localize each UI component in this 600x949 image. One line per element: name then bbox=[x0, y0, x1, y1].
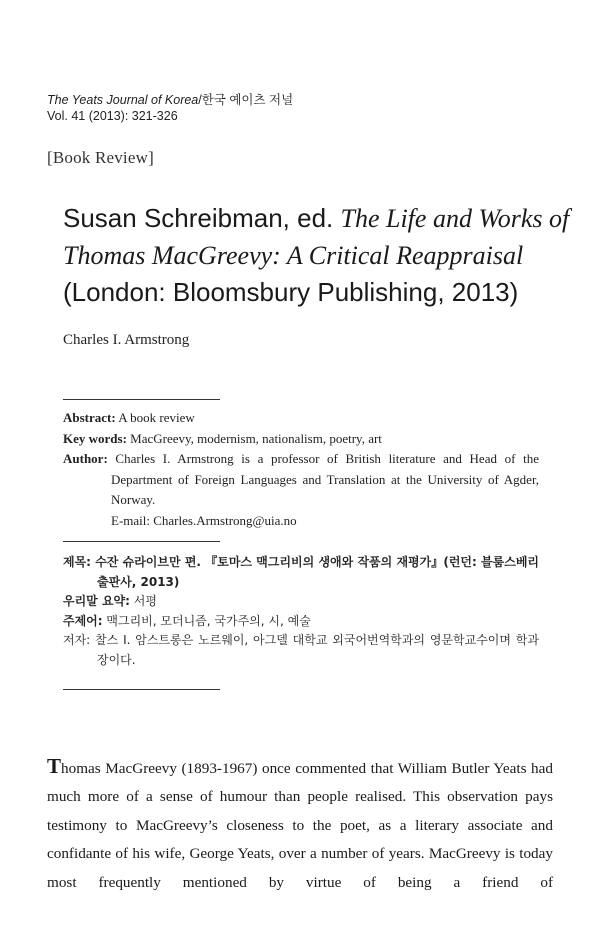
body-text: homas MacGreevy (1893-1967) once commented that William Butler Yeats had much more of a sense of humour than people realised. This observation pays testimony to MacGreevy’s closeness to the poet, as a literary associate and confidante of his wife, George Yeats, over a number of years. MacGreevy is today most frequently mentioned by virtue of being a friend of bbox=[47, 760, 553, 891]
abstract-text: A book review bbox=[115, 410, 195, 425]
korean-author-label: 저자: bbox=[63, 633, 91, 647]
journal-title-korean: /한국 예이츠 저널 bbox=[198, 93, 294, 107]
korean-keywords-text: 맥그리비, 모더니즘, 국가주의, 시, 예술 bbox=[102, 613, 311, 628]
korean-author-text: 찰스 I. 암스트롱은 노르웨이, 아그델 대학교 외국어번역학과의 영문학교수이며 학과장이다. bbox=[90, 633, 539, 667]
korean-title-label: 제목: bbox=[63, 555, 91, 569]
author-name: Charles I. Armstrong bbox=[63, 332, 190, 348]
korean-keywords-row bbox=[63, 612, 539, 632]
author-bio: Charles I. Armstrong is a professor of British literature and Head of the Department of Foreign Languages and Translation at the University of Agder, Norway. bbox=[107, 451, 539, 507]
abstract-label: Abstract: bbox=[63, 410, 116, 425]
author-row bbox=[63, 449, 539, 511]
korean-title-row bbox=[63, 553, 539, 592]
korean-metadata-block bbox=[63, 553, 539, 670]
author-label: Author: bbox=[63, 451, 108, 466]
journal-header bbox=[47, 92, 293, 124]
keywords-row bbox=[63, 429, 539, 450]
section-label: [Book Review] bbox=[47, 148, 154, 167]
body-paragraph bbox=[47, 752, 553, 897]
korean-author-row bbox=[63, 631, 539, 670]
volume-info: Vol. 41 (2013): 321-326 bbox=[47, 109, 178, 123]
korean-summary-text: 서평 bbox=[129, 594, 157, 608]
author-email: E-mail: Charles.Armstrong@uia.no bbox=[111, 512, 297, 528]
metadata-block bbox=[63, 408, 539, 531]
article-title bbox=[63, 200, 583, 311]
keywords-text: MacGreevy, modernism, nationalism, poetry, art bbox=[126, 430, 382, 446]
divider-bottom bbox=[63, 689, 220, 690]
title-book: The Life and Works of Thomas MacGreevy: A Critical Reappraisal bbox=[63, 204, 570, 270]
title-publisher: (London: Bloomsbury Publishing, 2013) bbox=[63, 277, 519, 307]
drop-cap: T bbox=[47, 754, 62, 778]
journal-title: The Yeats Journal of Korea bbox=[47, 93, 199, 107]
korean-title-text: 수잔 슈라이브만 편. 『토마스 맥그리비의 생애와 작품의 재평가』(런던: 블룸스베리 출판사, 2013) bbox=[90, 555, 539, 589]
korean-summary-label: 우리말 요약: bbox=[63, 594, 130, 608]
abstract-row bbox=[63, 408, 539, 429]
divider-top bbox=[63, 399, 220, 400]
divider-middle bbox=[63, 541, 220, 542]
keywords-label: Key words: bbox=[63, 430, 127, 446]
korean-summary-row bbox=[63, 592, 539, 612]
title-editor: Susan Schreibman, ed. bbox=[63, 203, 341, 233]
korean-keywords-label: 주제어: bbox=[63, 613, 103, 628]
